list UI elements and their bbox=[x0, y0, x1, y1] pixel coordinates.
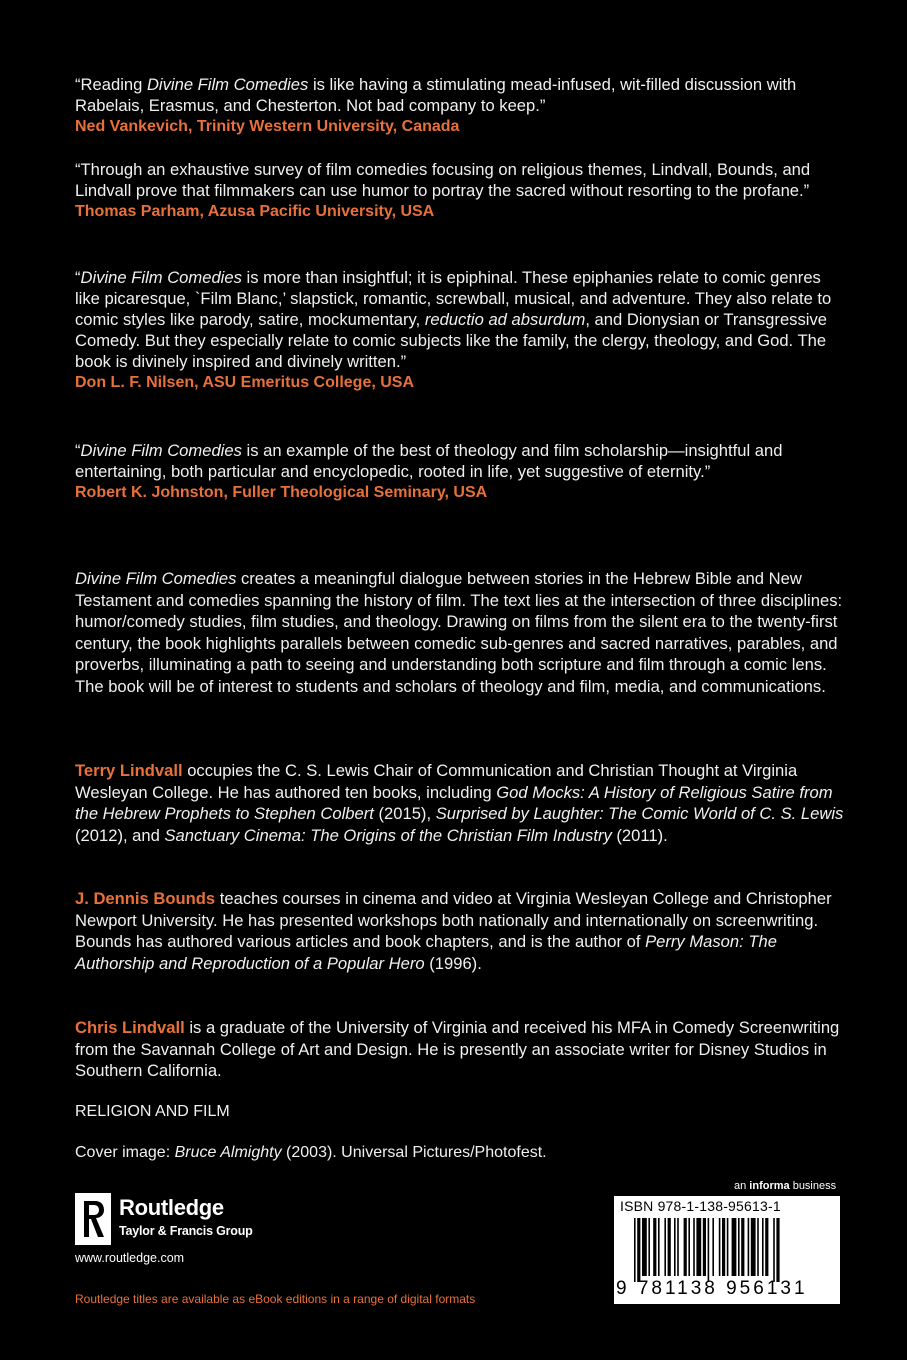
barcode-bar bbox=[684, 1218, 687, 1276]
cover-credit: Cover image: Bruce Almighty (2003). Universal Pictures/Photofest. bbox=[75, 1144, 547, 1161]
barcode-bar bbox=[762, 1218, 764, 1276]
quote-text: “Divine Film Comedies is more than insightful; it is epiphinal. These epiphanies relate to comic genres like picaresque, `Film Blanc,’ slapstick, romantic, screwball, musical, and adventure. They also relate to comic styles like parody, satire, mockumentary, reductio ad absurdum, and Dionysian or Transgressive Comedy. But they especially relate to comic subjects like the family, the clergy, theology, and God. The book is divinely inspired and divinely written.” bbox=[75, 268, 832, 371]
barcode-bar bbox=[732, 1218, 737, 1276]
bio-dennis-bounds: J. Dennis Bounds teaches courses in cinema and video at Virginia Wesleyan College and Christopher Newport University. He has presented workshops both nationally and internationally on screenwriting. Bounds has authored various articles and book chapters, and is the author of Perry Mason: The Authorship and Reproduction of a Popular Hero (1996). bbox=[75, 889, 832, 973]
barcode-bar bbox=[719, 1218, 721, 1276]
barcode-bar bbox=[634, 1218, 636, 1282]
barcode-bar bbox=[708, 1218, 710, 1282]
author-name: Terry Lindvall bbox=[75, 761, 183, 780]
publisher-group: Taylor & Francis Group bbox=[119, 1224, 253, 1238]
bio-terry-lindvall: Terry Lindvall occupies the C. S. Lewis Chair of Communication and Christian Thought at Virginia Wesleyan College. He has authored ten books, including God Mocks: A History of Religious Satire from the Hebrew Prophets to Stephen Colbert (2015), Surprised by Laughter: The Comic World of C. S. Lewis (2012), and Sanctuary Cinema: The Origins of the Christian Film Industry (2011). bbox=[75, 761, 844, 845]
barcode-bar bbox=[738, 1218, 740, 1276]
quote-text: “Through an exhaustive survey of film comedies focusing on religious themes, Lindvall, Bounds, and Lindvall prove that filmmakers can use humor to portray the sacred without resorting to the profane.” bbox=[75, 160, 811, 200]
routledge-r-icon bbox=[75, 1193, 111, 1245]
barcode-bar bbox=[776, 1218, 779, 1282]
barcode-bar bbox=[696, 1218, 701, 1276]
quote-attribution: Ned Vankevich, Trinity Western University, Canada bbox=[75, 118, 460, 135]
barcode-bar bbox=[741, 1218, 744, 1276]
publisher-name: Routledge bbox=[119, 1195, 224, 1220]
barcode-bar bbox=[688, 1218, 690, 1276]
author-name: J. Dennis Bounds bbox=[75, 889, 216, 908]
barcode-bar bbox=[773, 1218, 775, 1282]
quote-text: “Reading Divine Film Comedies is like having a stimulating mead-infused, wit-filled discussion with Rabelais, Erasmus, and Chesterton. Not bad company to keep.” bbox=[75, 75, 797, 115]
author-name: Chris Lindvall bbox=[75, 1018, 185, 1037]
barcode-bar bbox=[703, 1218, 706, 1276]
ebook-note: Routledge titles are available as eBook editions in a range of digital formats bbox=[75, 1292, 476, 1306]
quote-4 bbox=[75, 440, 845, 503]
quote-text: “Divine Film Comedies is an example of the best of theology and film scholarship—insightful and entertaining, both particular and encyclopedic, rooted in life, yet suggestive of eternity.” bbox=[75, 441, 783, 481]
isbn-label: ISBN 978-1-138-95613-1 bbox=[620, 1198, 781, 1214]
barcode-bar bbox=[751, 1218, 756, 1276]
quote-attribution: Thomas Parham, Azusa Pacific University, USA bbox=[75, 203, 435, 220]
barcode-bar bbox=[664, 1218, 666, 1276]
barcode-bar bbox=[693, 1218, 695, 1276]
routledge-logo bbox=[75, 1193, 265, 1245]
barcode-bar bbox=[722, 1218, 725, 1276]
barcode-digits: 9 781138 956131 bbox=[616, 1278, 808, 1299]
quote-attribution: Don L. F. Nilsen, ASU Emeritus College, USA bbox=[75, 374, 415, 391]
publisher-url[interactable]: www.routledge.com bbox=[75, 1251, 185, 1265]
isbn-barcode bbox=[614, 1196, 840, 1304]
barcode-bar bbox=[658, 1218, 660, 1276]
barcode-bar bbox=[637, 1218, 640, 1282]
bio-chris-lindvall: Chris Lindvall is a graduate of the University of Virginia and received his MFA in Comedy Screenwriting from the Savannah College of Art and Design. He is presently an associate writer for Disney Studios in Southern California. bbox=[75, 1018, 840, 1080]
barcode-bar bbox=[727, 1218, 729, 1276]
barcode-bar bbox=[642, 1218, 647, 1276]
book-description: Divine Film Comedies creates a meaningful dialogue between stories in the Hebrew Bible and New Testament and comedies spanning the history of film. The text lies at the intersection of three disciplines: humor/comedy studies, film studies, and theology. Drawing on films from the silent era to the twenty-first century, the book highlights parallels between comedic sub-genres and sacred narratives, parables, and proverbs, illuminating a path to seeing and understanding both scripture and film through a comic lens. The book will be of interest to students and scholars of theology and film, media, and communications. bbox=[75, 569, 843, 696]
quote-attribution: Robert K. Johnston, Fuller Theological Seminary, USA bbox=[75, 484, 488, 501]
quote-1 bbox=[75, 74, 845, 137]
barcode-bar bbox=[648, 1218, 650, 1276]
quote-2 bbox=[75, 159, 845, 222]
subject-category: RELIGION AND FILM bbox=[75, 1103, 230, 1120]
barcode-bar bbox=[757, 1218, 759, 1276]
barcode-bar bbox=[712, 1218, 714, 1276]
quote-3 bbox=[75, 267, 845, 393]
barcode-bar bbox=[674, 1218, 676, 1276]
informa-tagline: an informa business bbox=[734, 1180, 837, 1192]
barcode-bar bbox=[748, 1218, 750, 1276]
barcode-bar bbox=[668, 1218, 671, 1276]
barcode-bar bbox=[765, 1218, 768, 1276]
barcode-bar bbox=[677, 1218, 679, 1276]
barcode-bar bbox=[653, 1218, 656, 1276]
